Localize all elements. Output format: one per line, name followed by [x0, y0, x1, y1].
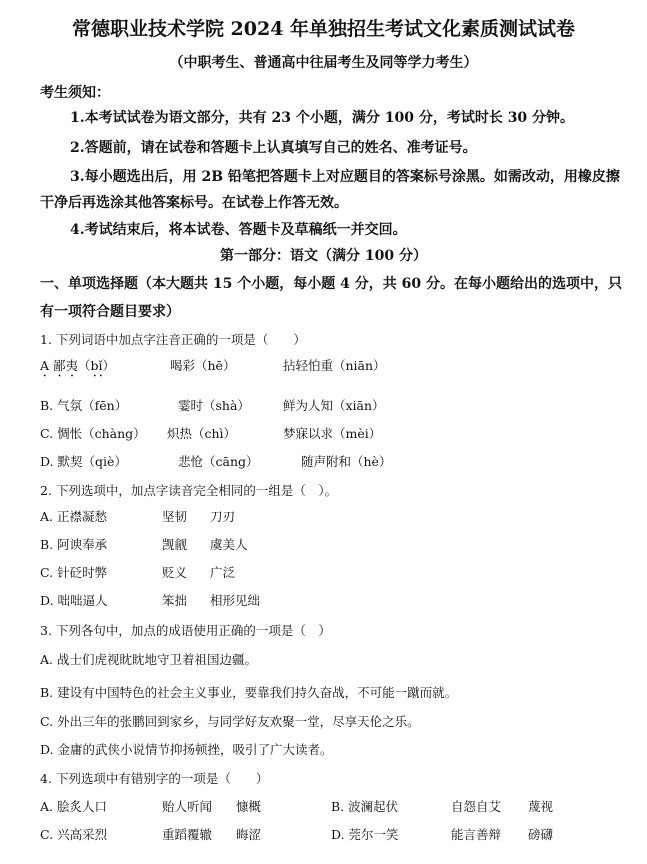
q4-option-c-3: 晦涩 — [236, 827, 262, 842]
q4-option-row — [40, 797, 620, 815]
q1-option-d-2: 悲怆（cāng） — [178, 454, 259, 469]
q2-option-b-2: 觊觎 — [162, 537, 188, 552]
q1-option-row — [40, 396, 600, 414]
q1-option-d-3: 随声附和（hè） — [301, 454, 392, 469]
q4-option-b-1: B. 波澜起伏 — [331, 799, 399, 814]
q2-option-a-2: 坚韧 — [162, 509, 188, 524]
q1-option-a-1: A 鄙夷（bǐ） — [40, 358, 116, 373]
q4-stem: 4. 下列选项中有错别字的一项是（ ） — [40, 771, 269, 786]
q3-option-a: A. 战士们虎视眈眈地守卫着祖国边疆。 — [40, 652, 257, 667]
q2-option-row — [40, 507, 600, 525]
q1-option-d-1: D. 默契（qiè） — [40, 454, 127, 469]
q1-stem: 1. 下列词语中加点字注音正确的一项是（ ） — [40, 332, 306, 347]
notice-item-2: 2.答题前，请在试卷和答题卡上认真填写自己的姓名、准考证号。 — [70, 140, 477, 156]
q1-option-c-3: 梦寐以求（mèi） — [283, 426, 382, 441]
q2-option-c-2: 贬义 — [162, 565, 188, 580]
q4-option-d-2: 能言善辩 — [451, 827, 502, 842]
q1-option-b-1: B. 气氛（fēn） — [40, 398, 128, 413]
q4-option-c-2: 重蹈覆辙 — [162, 827, 213, 842]
section1-heading-line2: 有一项符合题目要求） — [40, 304, 180, 320]
notice-item-3: 3.每小题选出后，用 2B 铅笔把答题卡上对应题目的答案标号涂黑。如需改动，用橡皮擦 — [70, 169, 620, 185]
q3-stem: 3. 下列各句中，加点的成语使用正确的一项是（ ） — [40, 623, 331, 638]
q2-stem: 2. 下列选项中，加点字读音完全相同的一组是（ ）。 — [40, 483, 338, 498]
q4-option-row — [40, 825, 620, 843]
notice-item-3-cont: 干净后再选涂其他答案标号。在试卷上作答无效。 — [40, 195, 348, 211]
section1-heading-line1: 一、单项选择题（本大题共 15 个小题，每小题 4 分，共 60 分。在每小题给出的选项中，只 — [40, 276, 622, 292]
q4-option-d-1: D. 莞尔一笑 — [331, 827, 399, 842]
q2-option-c-1: C. 针砭时弊 — [40, 565, 108, 580]
q1-option-c-1: C. 惆怅（chàng） — [40, 426, 146, 441]
q2-option-a-1: A. 正襟凝愁 — [40, 509, 107, 524]
q2-option-d-2: 笨拙 — [162, 593, 188, 608]
q1-option-a-3: 拈轻怕重（niān） — [283, 358, 386, 373]
q3-option-c: C. 外出三年的张鹏回到家乡，与同学好友欢聚一堂，尽享天伦之乐。 — [40, 714, 420, 729]
q2-option-row — [40, 563, 600, 581]
q3-option-b: B. 建设有中国特色的社会主义事业，要靠我们持久奋战，不可能一蹴而就。 — [40, 685, 458, 700]
q4-option-d-3: 磅礴 — [528, 827, 554, 842]
q2-option-c-3: 广泛 — [210, 565, 236, 580]
q4-option-c-1: C. 兴高采烈 — [40, 827, 108, 842]
q2-option-a-3: 刀刃 — [210, 509, 236, 524]
q1-option-c-2: 炽热（chì） — [167, 426, 237, 441]
q4-option-a-1: A. 脍炙人口 — [40, 799, 107, 814]
q1-option-a-2: 喝彩（hē） — [170, 358, 236, 373]
q2-option-d-3: 相形见绌 — [210, 593, 261, 608]
q2-option-row — [40, 535, 600, 553]
q1-option-row — [40, 356, 600, 374]
q2-option-row — [40, 591, 600, 609]
q3-option-d: D. 金庸的武侠小说情节抑扬顿挫，吸引了广大读者。 — [40, 742, 333, 757]
q1-option-row — [40, 452, 600, 470]
q4-option-a-2: 贻人听闻 — [162, 799, 213, 814]
q4-option-a-3: 慷概 — [236, 799, 262, 814]
q1-option-row — [40, 424, 600, 442]
notice-heading: 考生须知： — [40, 85, 110, 101]
q2-option-b-1: B. 阿谀奉承 — [40, 537, 108, 552]
q2-option-b-3: 虞美人 — [210, 537, 248, 552]
part1-heading: 第一部分：语文（满分 100 分） — [220, 248, 427, 264]
notice-item-1: 1.本考试试卷为语文部分，共有 23 个小题，满分 100 分，考试时长 30 分钟。 — [70, 110, 575, 126]
q2-option-d-1: D. 咄咄逼人 — [40, 593, 108, 608]
q4-option-b-3: 蔑视 — [528, 799, 554, 814]
q1-option-b-3: 鲜为人知（xiān） — [283, 398, 385, 413]
exam-title: 常德职业技术学院 2024 年单独招生考试文化素质测试试卷 — [71, 18, 576, 40]
q4-option-b-2: 自怨自艾 — [451, 799, 502, 814]
notice-item-4: 4.考试结束后，将本试卷、答题卡及草稿纸一并交回。 — [70, 222, 407, 238]
q1-option-b-2: 霎时（shà） — [178, 398, 250, 413]
exam-subtitle: （中职考生、普通高中往届考生及同等学力考生） — [169, 55, 478, 71]
